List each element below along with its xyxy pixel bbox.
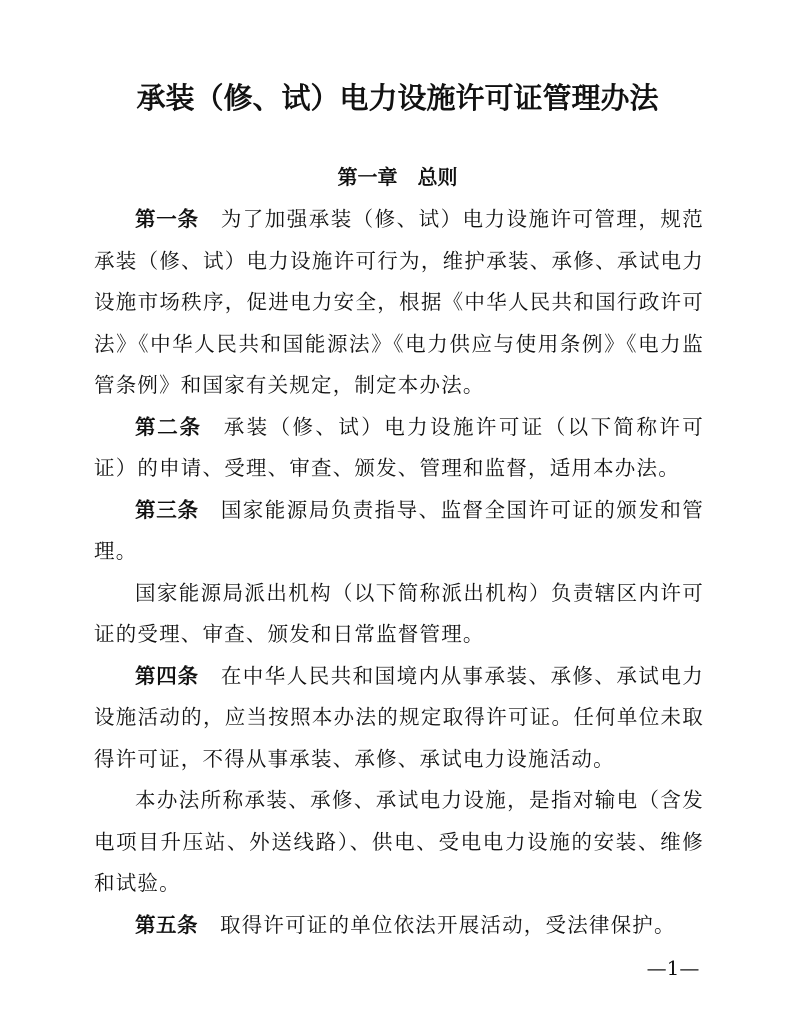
article-2	[94, 407, 704, 490]
article-1	[94, 199, 704, 407]
article-label: 第三条	[135, 497, 199, 522]
document-title: 承装（修、试）电力设施许可证管理办法	[136, 81, 659, 115]
article-5	[94, 905, 704, 947]
article-3	[94, 490, 704, 573]
article-4-clause-2	[94, 780, 704, 905]
article-4	[94, 656, 704, 781]
article-label: 第四条	[135, 663, 199, 688]
article-text: 国家能源局派出机构（以下简称派出机构）负责辖区内许可证的受理、审查、颁发和日常监督管理。	[94, 580, 704, 646]
article-label: 第二条	[135, 414, 202, 439]
article-label: 第五条	[135, 912, 198, 937]
document-body	[94, 199, 704, 946]
article-text: 国家能源局负责指导、监督全国许可证的颁发和管理。	[94, 497, 704, 563]
article-text: 承装（修、试）电力设施许可证（以下简称许可证）的申请、受理、审查、颁发、管理和监督，适用本办法。	[94, 414, 705, 480]
article-label: 第一条	[135, 207, 199, 231]
article-text: 为了加强承装（修、试）电力设施许可管理，规范承装（修、试）电力设施许可行为，维护承装、承修、承试电力设施市场秩序，促进电力安全，根据《中华人民共和国行政许可法》《中华人民共和国能源法》《电力供应与使用条例》《电力监管条例》和国家有关规定，制定本办法。	[94, 207, 704, 397]
page-number: —1—	[646, 956, 700, 980]
article-text: 取得许可证的单位依法开展活动，受法律保护。	[220, 912, 676, 937]
article-text: 在中华人民共和国境内从事承装、承修、承试电力设施活动的，应当按照本办法的规定取得许可证。任何单位未取得许可证，不得从事承装、承修、承试电力设施活动。	[94, 663, 704, 771]
chapter-heading: 第一章 总则	[337, 165, 458, 189]
article-text: 本办法所称承装、承修、承试电力设施，是指对输电（含发电项目升压站、外送线路）、供电、受电电力设施的安装、维修和试验。	[94, 788, 704, 895]
article-3-clause-2	[94, 573, 704, 656]
